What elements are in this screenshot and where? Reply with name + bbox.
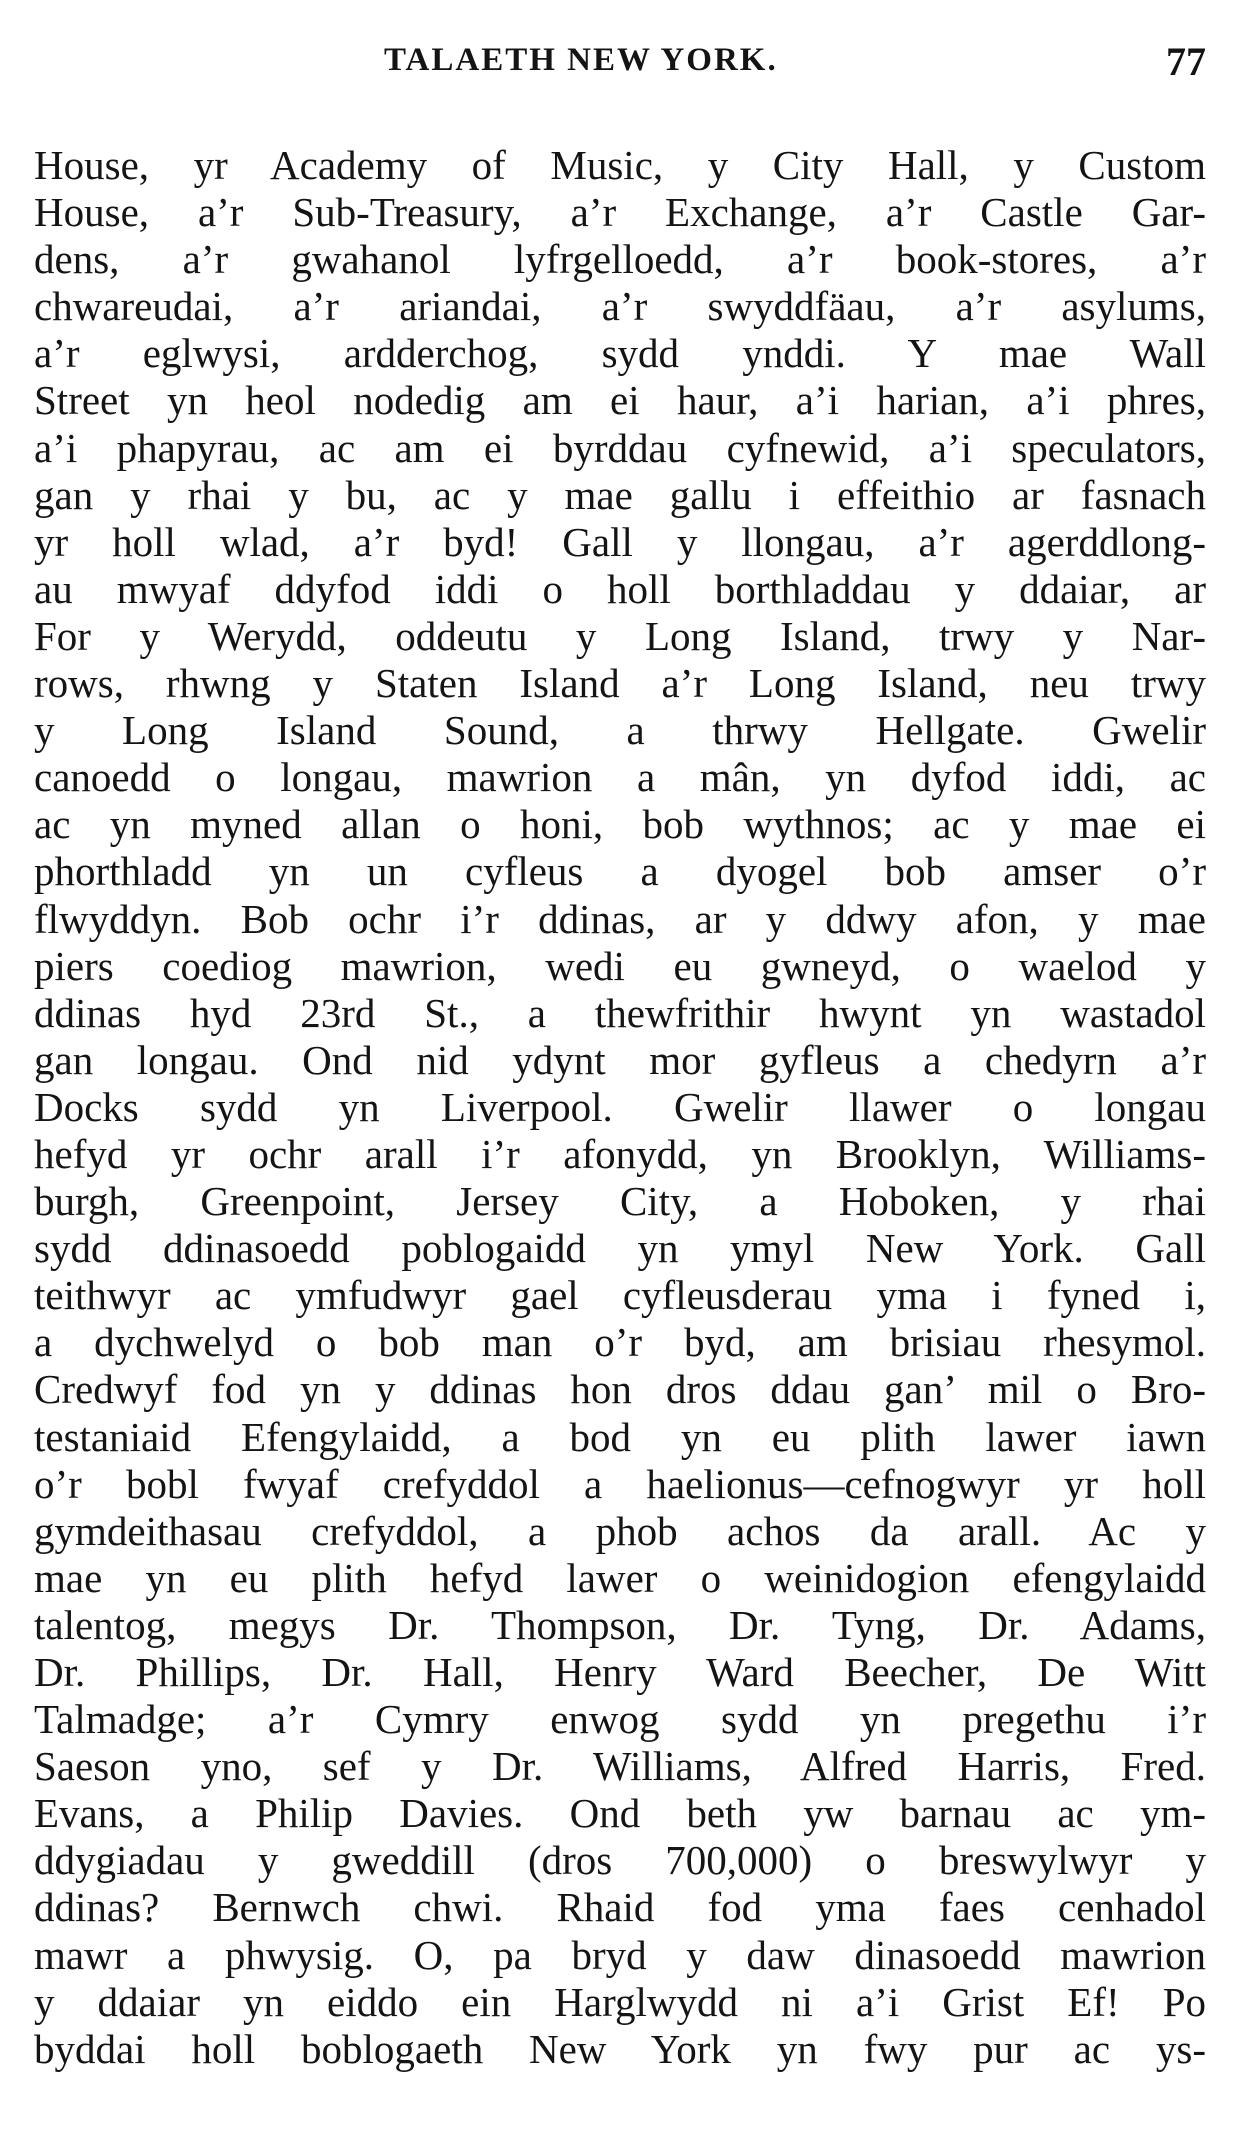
text-line: gan longau. Ond nid ydynt mor gyfleus a chedyrn a’r — [34, 1036, 1206, 1083]
text-line: Evans, a Philip Davies. Ond beth yw barnau ac ym- — [34, 1790, 1206, 1837]
text-line: a’i phapyrau, ac am ei byrddau cyfnewid, a’i speculators, — [34, 424, 1206, 471]
text-line: Talmadge; a’r Cymry enwog sydd yn pregethu i’r — [34, 1696, 1206, 1743]
text-line: Docks sydd yn Liverpool. Gwelir llawer o longau — [34, 1083, 1206, 1130]
text-line: gan y rhai y bu, ac y mae gallu i effeithio ar fasnach — [34, 471, 1206, 518]
text-line: Dr. Phillips, Dr. Hall, Henry Ward Beecher, De Witt — [34, 1649, 1206, 1695]
text-line: mae yn eu plith hefyd lawer o weinidogion efengylaidd — [34, 1554, 1206, 1601]
body-text — [34, 142, 1206, 2073]
text-line: a dychwelyd o bob man o’r byd, am brisiau rhesymol. — [34, 1319, 1206, 1366]
text-line: ddinas hyd 23rd St., a thewfrithir hwynt yn wastadol — [34, 989, 1206, 1036]
text-line: Saeson yno, sef y Dr. Williams, Alfred Harris, Fred. — [34, 1743, 1206, 1790]
text-line: ac yn myned allan o honi, bob wythnos; ac y mae ei — [34, 801, 1206, 848]
running-head — [0, 38, 1242, 88]
text-line: Street yn heol nodedig am ei haur, a’i harian, a’i phres, — [34, 377, 1206, 424]
text-line: burgh, Greenpoint, Jersey City, a Hoboken, y rhai — [34, 1178, 1206, 1225]
text-line: chwareudai, a’r ariandai, a’r swyddfäau, a’r asylums, — [34, 283, 1206, 330]
text-line: hefyd yr ochr arall i’r afonydd, yn Brooklyn, Williams- — [34, 1130, 1206, 1177]
text-line: byddai holl boblogaeth New York yn fwy pur ac ys- — [34, 2025, 1206, 2072]
page-number: 77 — [1166, 39, 1206, 84]
text-line: talentog, megys Dr. Thompson, Dr. Tyng, Dr. Adams, — [34, 1601, 1206, 1648]
text-line: Credwyf fod yn y ddinas hon dros ddau gan’ mil o Bro- — [34, 1366, 1206, 1413]
text-line: teithwyr ac ymfudwyr gael cyfleusderau yma i fyned i, — [34, 1272, 1206, 1319]
text-line: piers coediog mawrion, wedi eu gwneyd, o waelod y — [34, 942, 1206, 989]
text-line: mawr a phwysig. O, pa bryd y daw dinasoedd mawrion — [34, 1931, 1206, 1978]
text-line: For y Werydd, oddeutu y Long Island, trwy y Nar- — [34, 612, 1206, 659]
text-line: canoedd o longau, mawrion a mân, yn dyfod iddi, ac — [34, 754, 1206, 801]
text-line: a’r eglwysi, ardderchog, sydd ynddi. Y mae Wall — [34, 330, 1206, 377]
text-line: au mwyaf ddyfod iddi o holl borthladdau y ddaiar, ar — [34, 565, 1206, 612]
text-line: sydd ddinasoedd poblogaidd yn ymyl New York. Gall — [34, 1225, 1206, 1272]
running-title: TALAETH NEW YORK. — [384, 42, 778, 78]
text-line: dens, a’r gwahanol lyfrgelloedd, a’r book-stores, a’r — [34, 236, 1206, 283]
text-line: ddinas? Bernwch chwi. Rhaid fod yma faes cenhadol — [34, 1884, 1206, 1931]
text-line: flwyddyn. Bob ochr i’r ddinas, ar y ddwy afon, y mae — [34, 895, 1206, 942]
text-line: testaniaid Efengylaidd, a bod yn eu plith lawer iawn — [34, 1413, 1206, 1460]
text-line: gymdeithasau crefyddol, a phob achos da arall. Ac y — [34, 1507, 1206, 1554]
text-line: rows, rhwng y Staten Island a’r Long Island, neu trwy — [34, 660, 1206, 707]
text-line: House, a’r Sub-Treasury, a’r Exchange, a’r Castle Gar- — [34, 189, 1206, 236]
text-line: ddygiadau y gweddill (dros 700,000) o breswylwyr y — [34, 1837, 1206, 1884]
text-line: phorthladd yn un cyfleus a dyogel bob amser o’r — [34, 848, 1206, 895]
text-line: y Long Island Sound, a thrwy Hellgate. Gwelir — [34, 707, 1206, 754]
text-line: y ddaiar yn eiddo ein Harglwydd ni a’i Grist Ef! Po — [34, 1978, 1206, 2025]
text-line: yr holl wlad, a’r byd! Gall y llongau, a’r agerddlong- — [34, 518, 1206, 565]
text-line: o’r bobl fwyaf crefyddol a haelionus—cefnogwyr yr holl — [34, 1460, 1206, 1507]
text-line: House, yr Academy of Music, y City Hall, y Custom — [34, 142, 1206, 188]
